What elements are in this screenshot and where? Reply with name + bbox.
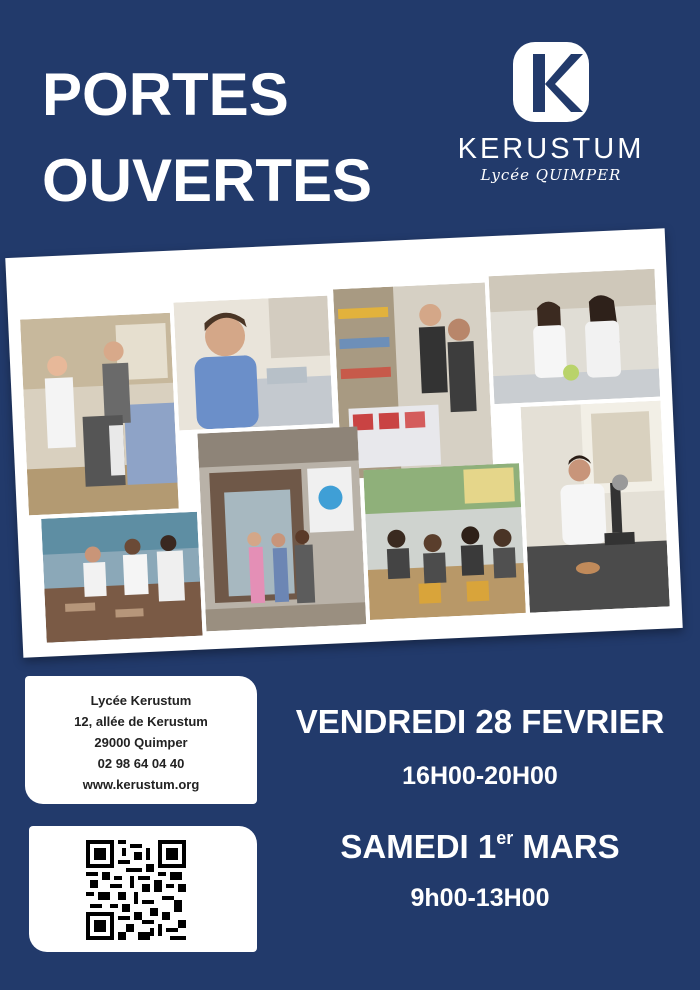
event-day-2-prefix: SAMEDI 1 <box>340 828 497 865</box>
event-day-2 <box>262 828 698 866</box>
event-day-1: VENDREDI 28 FEVRIER <box>295 703 665 740</box>
photo-lab-coats <box>489 269 661 404</box>
photo-collage <box>5 228 682 658</box>
photo-student-lab-bench <box>173 296 333 431</box>
phone-number[interactable]: 02 98 64 04 40 <box>97 756 185 771</box>
photo-visitors-entrance <box>197 426 366 631</box>
photo-care-training <box>20 313 179 516</box>
page-title <box>42 52 372 224</box>
qr-card <box>29 826 257 952</box>
title-line-2: OUVERTES <box>42 147 373 214</box>
school-name: Lycée Kerustum <box>90 693 192 708</box>
logo-subtitle: Lycée QUIMPER <box>480 166 622 184</box>
photo-classroom-audience <box>363 463 526 620</box>
event-day-2-ordinal: er <box>496 828 514 848</box>
school-logo <box>456 40 646 184</box>
photo-microscope <box>521 401 670 613</box>
street-address: 12, allée de Kerustum <box>74 714 208 729</box>
qr-code-icon[interactable] <box>86 840 186 940</box>
event-day-2-month: MARS <box>513 828 620 865</box>
event-time-2: 9h00-13H00 <box>410 884 550 912</box>
city: 29000 Quimper <box>94 735 188 750</box>
title-line-1: PORTES <box>42 61 289 128</box>
contact-card <box>25 676 257 804</box>
logo-name: KERUSTUM <box>457 133 645 165</box>
website-link[interactable]: www.kerustum.org <box>82 777 200 792</box>
photo-dissection-class <box>41 512 202 643</box>
event-time-1: 16H00-20H00 <box>402 762 558 790</box>
kerustum-k-icon <box>511 40 591 124</box>
